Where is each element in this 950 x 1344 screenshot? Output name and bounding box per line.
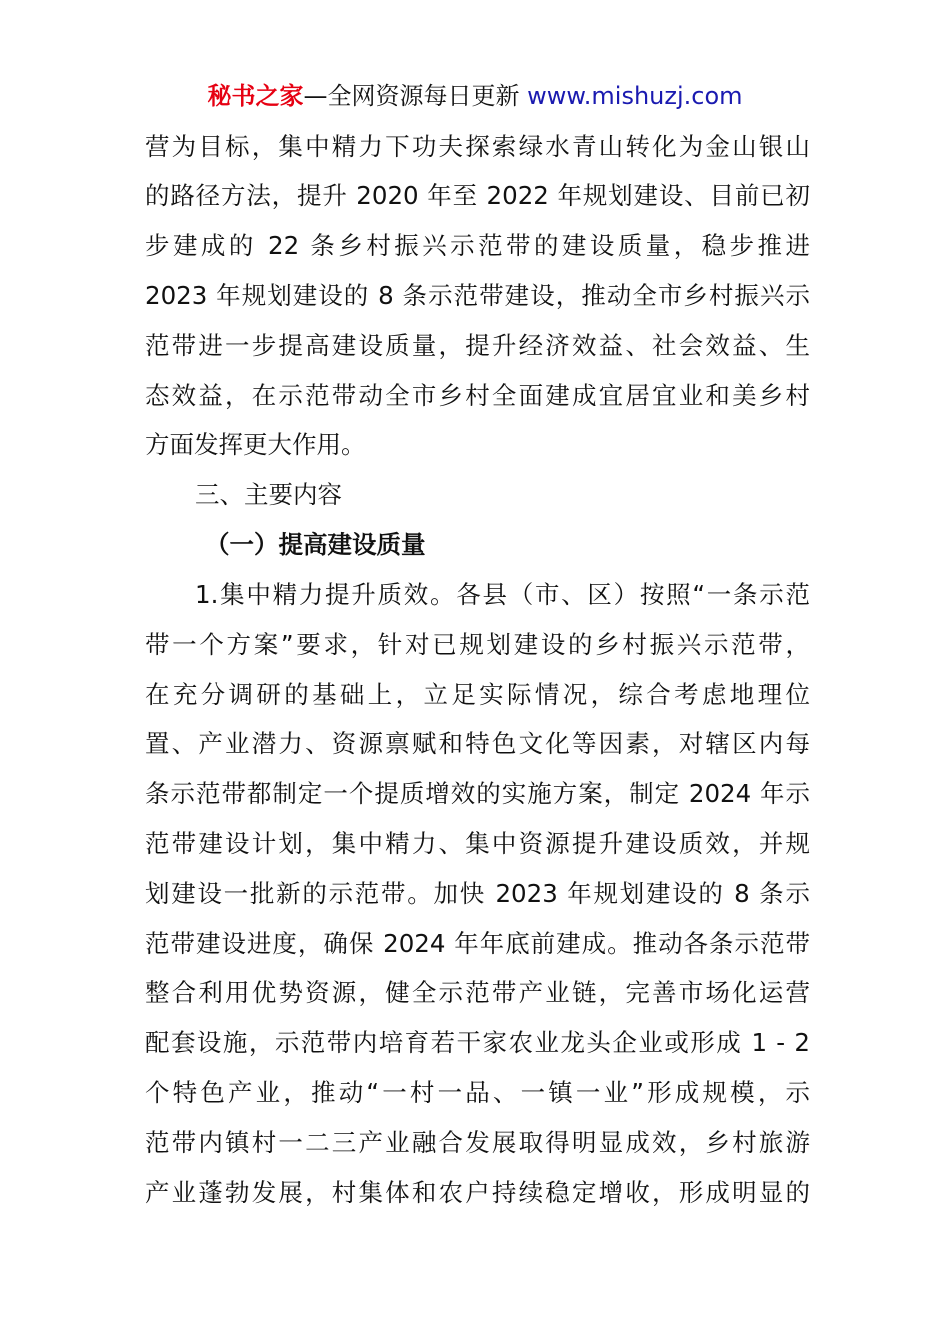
text-line: 范带建设计划，集中精力、集中资源提升建设质效，并规 [145,829,810,858]
text-line: 带一个方案”要求，针对已规划建设的乡村振兴示范带， [145,630,810,659]
text-line: 营为目标，集中精力下功夫探索绿水青山转化为金山银山 [145,132,810,161]
text-line: 划建设一批新的示范带。加快 2023 年规划建设的 8 条示 [145,879,810,908]
text-line: 配套设施，示范带内培育若干家农业龙头企业或形成 1 - 2 [145,1028,810,1057]
site-tagline: —全网资源每日更新 [303,82,528,110]
text-line: 置、产业潜力、资源禀赋和特色文化等因素，对辖区内每 [145,729,810,758]
text-line: 条示范带都制定一个提质增效的实施方案，制定 2024 年示 [145,779,810,808]
text-line: 态效益，在示范带动全市乡村全面建成宜居宜业和美乡村 [145,381,810,410]
text-line: 2023 年规划建设的 8 条示范带建设，推动全市乡村振兴示 [145,281,810,310]
section-heading: 三、主要内容 [195,480,342,509]
site-url[interactable]: www.mishuzj.com [527,82,743,110]
text-line: 步建成的 22 条乡村振兴示范带的建设质量，稳步推进 [145,231,810,260]
site-header [0,80,950,112]
text-line: 范带内镇村一二三产业融合发展取得明显成效，乡村旅游 [145,1128,810,1157]
text-line: 个特色产业，推动“一村一品、一镇一业”形成规模，示 [145,1078,810,1107]
text-line: 范带进一步提高建设质量，提升经济效益、社会效益、生 [145,331,810,360]
site-brand: 秘书之家 [207,82,304,110]
text-line: 的路径方法，提升 2020 年至 2022 年规划建设、目前已初 [145,181,810,210]
text-line: 产业蓬勃发展，村集体和农户持续稳定增收，形成明显的 [145,1178,810,1207]
text-line: 方面发挥更大作用。 [145,430,366,459]
text-line: 1.集中精力提升质效。各县（市、区）按照“一条示范 [195,580,810,609]
text-line: 在充分调研的基础上，立足实际情况，综合考虑地理位 [145,680,810,709]
text-line: 范带建设进度，确保 2024 年年底前建成。推动各条示范带 [145,929,810,958]
subsection-heading: （一）提高建设质量 [205,530,426,559]
text-line: 整合利用优势资源，健全示范带产业链，完善市场化运营 [145,978,810,1007]
